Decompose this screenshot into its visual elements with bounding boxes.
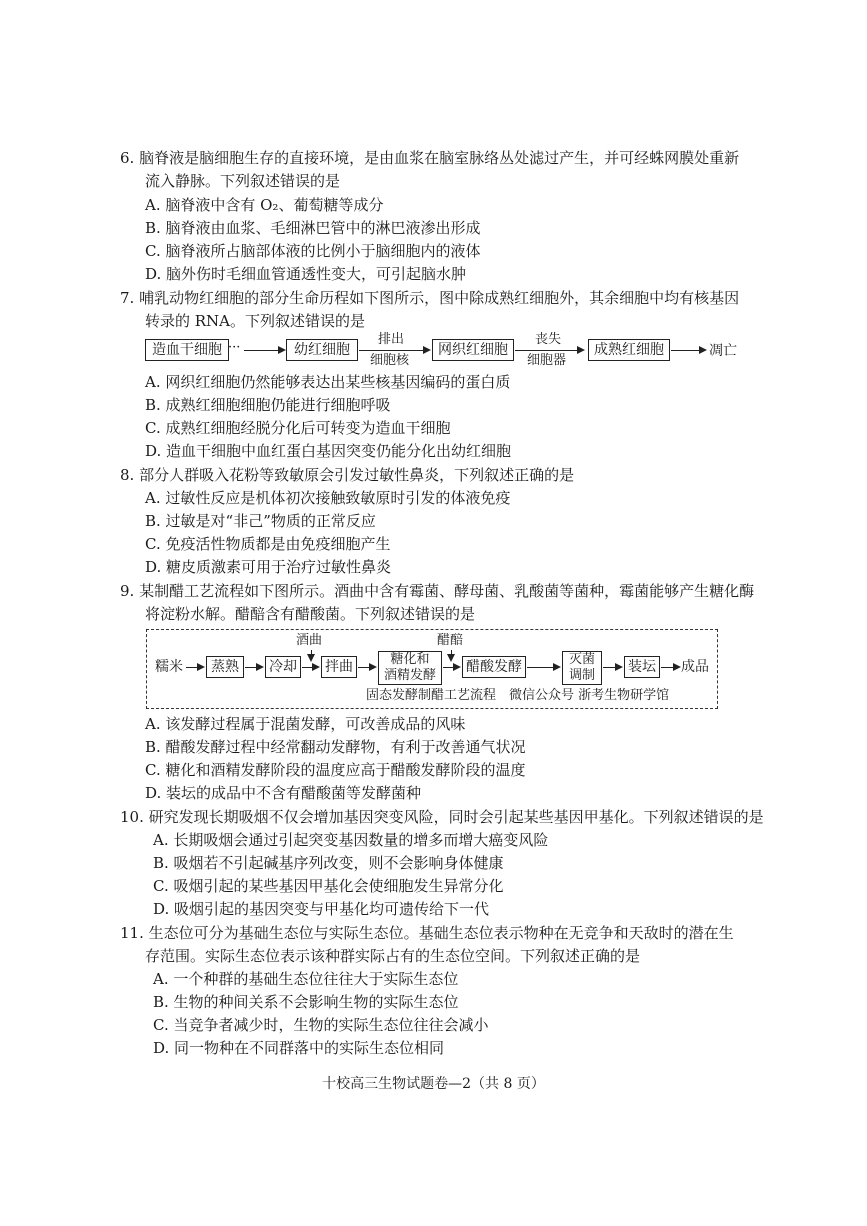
q7-stem-line2: 转录的 RNA。下列叙述错误的是 [145,312,366,330]
flow-dots: ··· [228,340,241,355]
flow-box-mature-rbc: 成熟红细胞 [588,339,670,361]
q6-option-a: A. 脑脊液中含有 O₂、葡萄糖等成分 [145,196,384,214]
flow-step-sterilize [562,651,602,685]
flow-label-nucleus: 细胞核 [370,353,410,368]
flow-end-product: 成品 [681,659,709,675]
q6-option-c: C. 脑脊液所占脑部体液的比例小于脑细胞内的液体 [145,242,481,260]
flow9-arrow-4 [358,667,375,668]
q8-stem-line1: 8. 部分人群吸入花粉等致敏原会引发过敏性鼻炎，下列叙述正确的是 [120,466,575,484]
q9-option-c: C. 糖化和酒精发酵阶段的温度应高于醋酸发酵阶段的温度 [145,761,526,779]
q6-stem-line2: 流入静脉。下列叙述错误的是 [145,172,341,190]
flow9-arrow-7 [603,667,621,668]
flow-arrow-4 [671,350,705,351]
q11-option-d: D. 同一物种在不同群落中的实际生态位相同 [153,1039,445,1057]
q7-stem-line1: 7. 哺乳动物红细胞的部分生命历程如下图所示，图中除成熟红细胞外，其余细胞中均有核基因 [120,289,740,307]
flow-arrow-2 [359,350,429,351]
q8-option-b: B. 过敏是对“非己”物质的正常反应 [145,512,376,530]
flow-input-jiuqu: 酒曲 [296,633,323,648]
flow-label-expel: 排出 [378,332,405,347]
q11-option-c: C. 当竞争者减少时，生物的实际生态位往往会减小 [153,1016,489,1034]
q8-option-c: C. 免疫活性物质都是由免疫细胞产生 [145,535,391,553]
q9-stem-line2: 将淀粉水解。醋醅含有醋酸菌。下列叙述错误的是 [145,605,476,623]
q7-option-d: D. 造血干细胞中血红蛋白基因突变仍能分化出幼红细胞 [145,442,512,460]
flow9-arrow-1 [186,667,203,668]
flow-step-acetic: 醋酸发酵 [462,656,526,678]
q11-stem-line2: 存范围。实际生态位表示该种群实际占有的生态位空间。下列叙述正确的是 [145,947,641,965]
q11-option-a: A. 一个种群的基础生态位往往大于实际生态位 [153,970,459,988]
q10-option-d: D. 吸烟引起的基因突变与甲基化均可遗传给下一代 [153,900,490,918]
q10-option-a: A. 长期吸烟会通过引起突变基因数量的增多而增大癌变风险 [153,831,549,849]
flow9-arrow-8 [661,667,679,668]
flow-arrow-3 [515,350,583,351]
q10-option-b: B. 吸烟若不引起碱基序列改变，则不会影响身体健康 [153,854,504,872]
q7-option-c: C. 成熟红细胞经脱分化后可转变为造血干细胞 [145,419,451,437]
q6-stem-line1: 6. 脑脊液是脑细胞生存的直接环境，是由血浆在脑室脉络丛处滤过产生，并可经蛛网膜处重新 [120,149,740,167]
flow-box-reticulocyte: 网织红细胞 [432,339,514,361]
q6-option-d: D. 脑外伤时毛细血管通透性变大，可引起脑水肿 [145,265,467,283]
q9-option-b: B. 醋酸发酵过程中经常翻动发酵物，有利于改善通气状况 [145,738,526,756]
flow-step-mix: 拌曲 [321,656,357,678]
q8-option-d: D. 糖皮质激素可用于治疗过敏性鼻炎 [145,558,392,576]
q7-option-a: A. 网织红细胞仍然能够表达出某些核基因编码的蛋白质 [145,373,511,391]
flow-label-organelle: 细胞器 [527,353,567,368]
page-footer: 十校高三生物试题卷—2（共 8 页） [322,1076,545,1092]
flow-caption: 固态发酵制醋工艺流程 微信公众号 浙考生物研学馆 [366,688,670,703]
flow-label-lose: 丧失 [535,332,562,347]
q11-option-b: B. 生物的种间关系不会影响生物的实际生态位 [153,993,459,1011]
flow9-arrow-6 [527,667,559,668]
flow9-arrow-2 [245,667,262,668]
q9-option-d: D. 装坛的成品中不含有醋酸菌等发酵菌种 [145,784,422,802]
flow9-arrow-5 [443,667,459,668]
flow-step-steam: 蒸熟 [206,656,244,678]
q8-option-a: A. 过敏性反应是机体初次接触致敏原时引发的体液免疫 [145,489,511,507]
q7-option-b: B. 成熟红细胞细胞仍能进行细胞呼吸 [145,396,391,414]
flow9-arrow-3 [302,667,318,668]
flow9-varrow-2 [451,650,452,660]
flow-box-hsc: 造血干细胞 [145,339,229,361]
flow-label-apoptosis: 凋亡 [709,343,737,359]
q9-stem-line1: 9. 某制醋工艺流程如下图所示。酒曲中含有霉菌、酵母菌、乳酸菌等菌种，霉菌能够产生糖化酶 [120,582,755,600]
q10-stem-line1: 10. 研究发现长期吸烟不仅会增加基因突变风险，同时会引起某些基因甲基化。下列叙述错误的是 [120,808,764,826]
flow9-varrow-1 [311,650,312,660]
q10-option-c: C. 吸烟引起的某些基因甲基化会使细胞发生异常分化 [153,877,504,895]
flow-step-sterilize-l1: 灭菌 [568,652,595,667]
q9-option-a: A. 该发酵过程属于混菌发酵，可改善成品的风味 [145,715,466,733]
flow-step-sterilize-l2: 调制 [568,668,595,683]
flow-arrow-1 [244,350,284,351]
q6-option-b: B. 脑脊液由血浆、毛细淋巴管中的淋巴液渗出形成 [145,219,481,237]
flow-start-rice: 糯米 [155,659,183,675]
flow-box-erythroblast: 幼红细胞 [286,339,358,361]
q11-stem-line1: 11. 生态位可分为基础生态位与实际生态位。基础生态位表示物种在无竞争和天敌时的潜在生 [120,924,734,942]
flow-step-jar: 装坛 [624,656,660,678]
flow-step-cool: 冷却 [265,656,301,678]
flow-step-saccharify [378,651,442,685]
flow-input-cupei: 醋醅 [437,633,464,648]
flow-step-saccharify-l2: 酒精发酵 [383,668,436,683]
flow-step-saccharify-l1: 糖化和 [390,652,430,667]
